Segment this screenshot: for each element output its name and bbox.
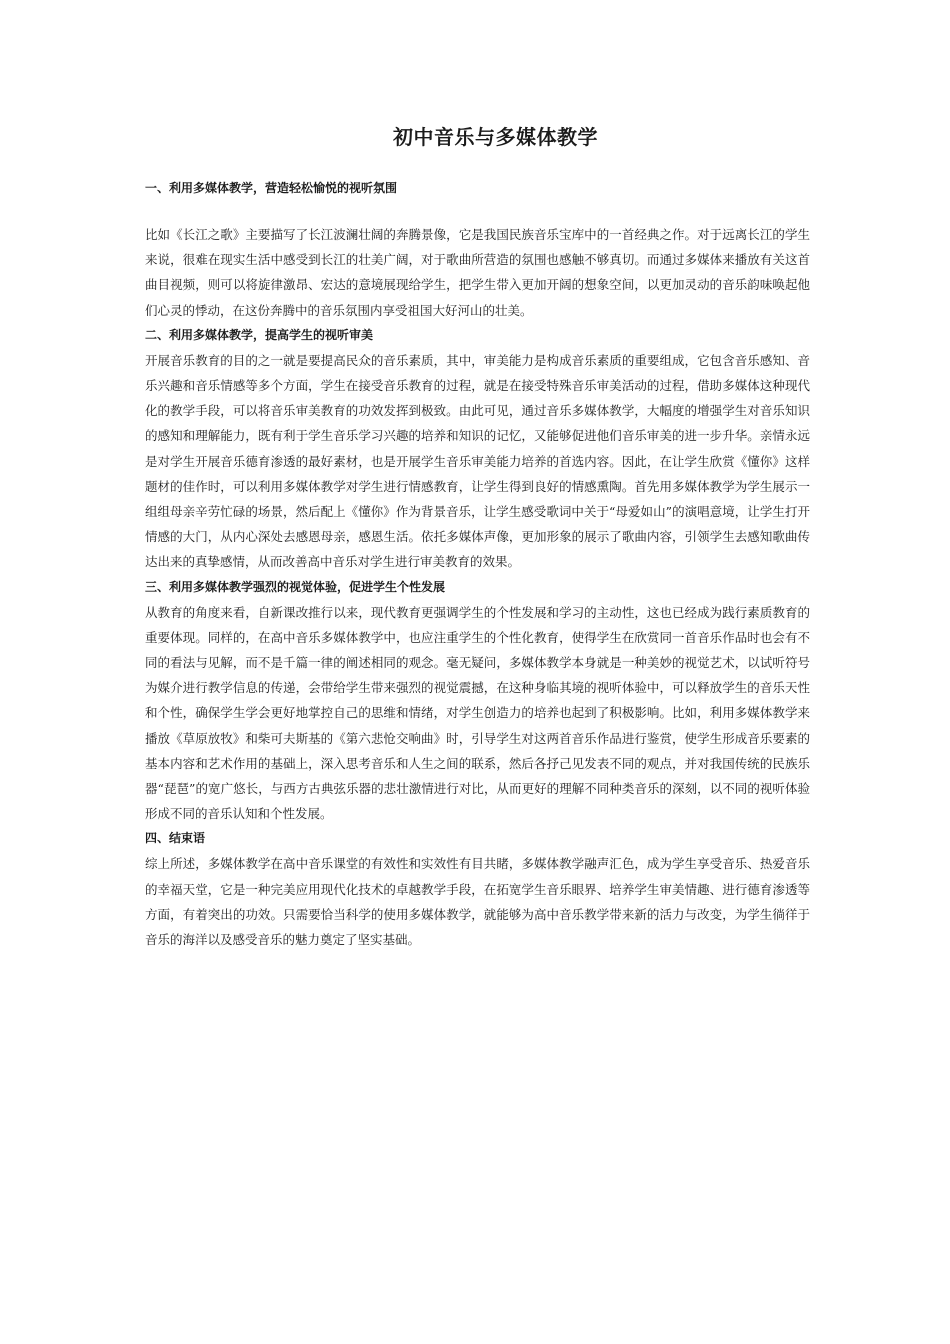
section-paragraph: 综上所述，多媒体教学在高中音乐课堂的有效性和实效性有目共睹，多媒体教学融声汇色，成为学生享受音乐、热爱音乐的幸福天堂，它是一种完美应用现代化技术的卓越教学手段，在拓宽学生音乐眼界、培养学生审美情趣、进行德育渗透等方面，有着突出的功效。只需要恰当科学的使用多媒体教学，就能够为高中音乐教学带来新的活力与改变，为学生徜徉于音乐的海洋以及感受音乐的魅力奠定了坚实基础。 [145,856,810,948]
section-2 [145,323,810,575]
section-heading: 三、利用多媒体教学强烈的视觉体验，促进学生个性发展 [145,579,446,594]
section-paragraph: 开展音乐教育的目的之一就是要提高民众的音乐素质，其中，审美能力是构成音乐素质的重要组成，它包含音乐感知、音乐兴趣和音乐情感等多个方面，学生在接受音乐教育的过程，就是在接受特殊音乐审美活动的过程，借助多媒体这种现代化的教学手段，可以将音乐审美教育的功效发挥到极致。由此可见，通过音乐多媒体教学，大幅度的增强学生对音乐知识的感知和理解能力，既有利于学生音乐学习兴趣的培养和知识的记忆，又能够促进他们音乐审美的进一步升华。亲情永远是对学生开展音乐德育渗透的最好素材，也是开展学生音乐审美能力培养的首选内容。因此，在让学生欣赏《懂你》这样题材的佳作时，可以利用多媒体教学对学生进行情感教育，让学生得到良好的情感熏陶。首先用多媒体教学为学生展示一组组母亲辛劳忙碌的场景，然后配上《懂你》作为背景音乐，让学生感受歌词中关于“母爱如山”的演唱意境，让学生打开情感的大门，从内心深处去感恩母亲，感恩生活。依托多媒体声像，更加形象的展示了歌曲内容，引领学生去感知歌曲传达出来的真挚感情，从而改善高中音乐对学生进行审美教育的效果。 [145,352,810,570]
section-4 [145,826,810,952]
section-heading: 四、结束语 [145,831,206,846]
section-paragraph: 从教育的角度来看，自新课改推行以来，现代教育更强调学生的个性发展和学习的主动性，这也已经成为践行素质教育的重要体现。同样的，在高中音乐多媒体教学中，也应注重学生的个性化教育，使得学生在欣赏同一首音乐作品时也会有不同的看法与见解，而不是千篇一律的阐述相同的观念。毫无疑问，多媒体教学本身就是一种美妙的视觉艺术，以试听符号为媒介进行教学信息的传递，会带给学生带来强烈的视觉震撼，在这种身临其境的视听体验中，可以释放学生的音乐天性和个性，确保学生学会更好地掌控自己的思维和情绪，对学生创造力的培养也起到了积极影响。比如，利用多媒体教学来播放《草原放牧》和柴可夫斯基的《第六悲怆交响曲》时，引导学生对这两首音乐作品进行鉴赏，使学生形成音乐要素的基本内容和艺术作用的基础上，深入思考音乐和人生之间的联系，然后各抒己见发表不同的观点，并对我国传统的民族乐器“琵琶”的宽广悠长，与西方古典弦乐器的悲壮激情进行对比，从而更好的理解不同种类音乐的深刻，以不同的视听体验形成不同的音乐认知和个性发展。 [145,604,810,822]
document-page [145,122,810,952]
document-title: 初中音乐与多媒体教学 [393,125,598,149]
section-3 [145,575,810,827]
section-heading: 一、利用多媒体教学，营造轻松愉悦的视听氛围 [145,181,398,195]
section-paragraph: 比如《长江之歌》主要描写了长江波澜壮阔的奔腾景像，它是我国民族音乐宝库中的一首经典之作。对于远离长江的学生来说，很难在现实生活中感受到长江的壮美广阔，对于歌曲所营造的氛围也感触不够真切。而通过多媒体来播放有关这首曲目视频，则可以将旋律激昂、宏达的意境展现给学生，把学生带入更加开阔的想象空间，以更加灵动的音乐韵味唤起他们心灵的悸动，在这份奔腾中的音乐氛围内享受祖国大好河山的壮美。 [145,227,810,318]
section-heading: 二、利用多媒体教学，提高学生的视听审美 [145,327,374,342]
section-1 [145,176,810,323]
